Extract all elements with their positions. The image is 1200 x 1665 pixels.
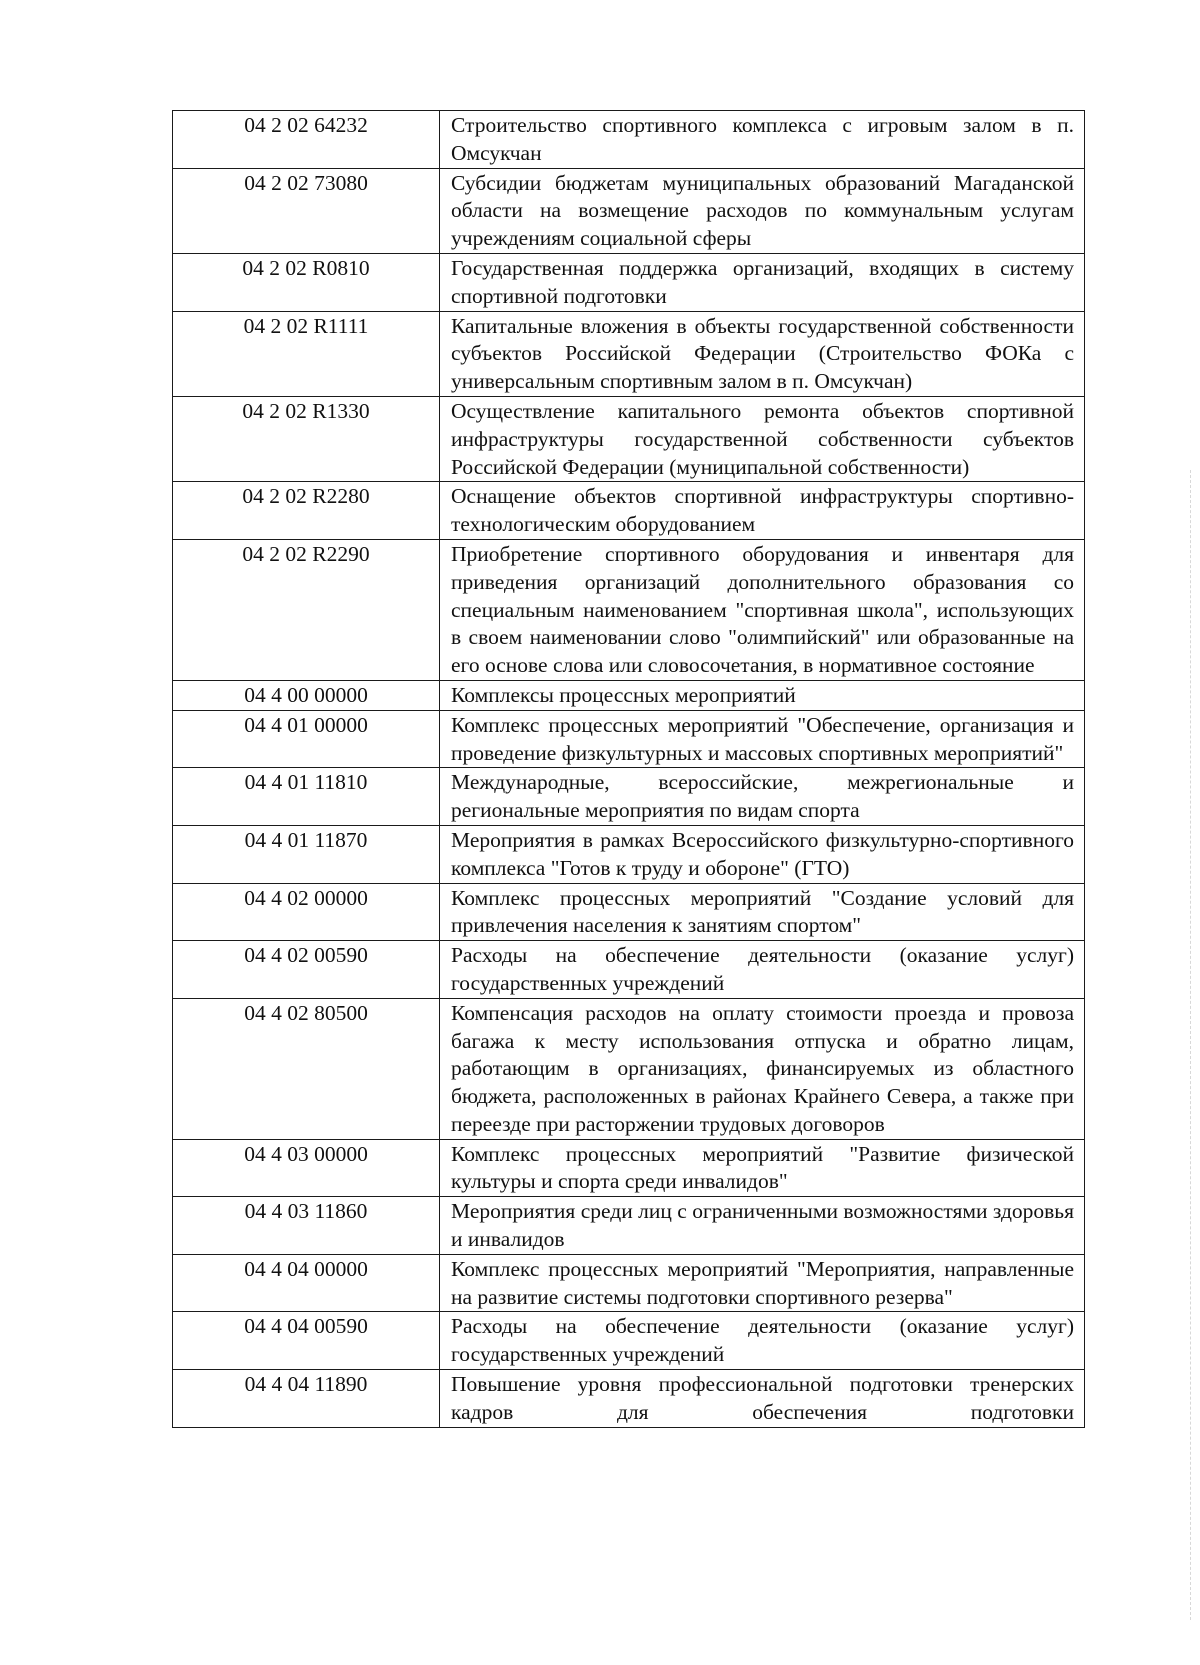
- code-cell: 04 4 01 11810: [173, 768, 440, 826]
- table-row: [173, 998, 1085, 1139]
- description-cell: Строительство спортивного комплекса с игровым залом в п. Омсукчан: [440, 111, 1085, 169]
- description-cell: Международные, всероссийские, межрегиональные и региональные мероприятия по видам спорта: [440, 768, 1085, 826]
- code-cell: 04 4 04 00590: [173, 1312, 440, 1370]
- table-row: [173, 111, 1085, 169]
- code-cell: 04 2 02 R1111: [173, 311, 440, 396]
- description-cell: Мероприятия в рамках Всероссийского физкультурно-спортивного комплекса "Готов к труду и обороне" (ГТО): [440, 825, 1085, 883]
- code-cell: 04 4 01 11870: [173, 825, 440, 883]
- code-cell: 04 4 02 00590: [173, 941, 440, 999]
- description-cell: Расходы на обеспечение деятельности (оказание услуг) государственных учреждений: [440, 941, 1085, 999]
- code-cell: 04 4 02 80500: [173, 998, 440, 1139]
- description-cell: Комплекс процессных мероприятий "Мероприятия, направленные на развитие системы подготовки спортивного резерва": [440, 1254, 1085, 1312]
- table-row: [173, 710, 1085, 768]
- table-row: [173, 1312, 1085, 1370]
- description-cell: Повышение уровня профессиональной подготовки тренерских кадров для обеспечения подготовки: [440, 1370, 1085, 1428]
- table-row: [173, 396, 1085, 481]
- code-cell: 04 2 02 64232: [173, 111, 440, 169]
- table-row: [173, 482, 1085, 540]
- description-cell: Комплекс процессных мероприятий "Обеспечение, организация и проведение физкультурных и массовых спортивных мероприятий": [440, 710, 1085, 768]
- table-row: [173, 1197, 1085, 1255]
- code-cell: 04 2 02 R2290: [173, 539, 440, 680]
- description-cell: Комплекс процессных мероприятий "Развитие физической культуры и спорта среди инвалидов": [440, 1139, 1085, 1197]
- description-cell: Государственная поддержка организаций, входящих в систему спортивной подготовки: [440, 253, 1085, 311]
- description-cell: Комплекс процессных мероприятий "Создание условий для привлечения населения к занятиям спортом": [440, 883, 1085, 941]
- table-row: [173, 168, 1085, 253]
- description-cell: Компенсация расходов на оплату стоимости проезда и провоза багажа к месту использования отпуска и обратно лицам, работающим в организациях, финансируемых из областного бюджета, расположенных в районах Крайнего Севера, а также при переезде при расторжении трудовых договоров: [440, 998, 1085, 1139]
- code-cell: 04 4 04 00000: [173, 1254, 440, 1312]
- description-cell: Субсидии бюджетам муниципальных образований Магаданской области на возмещение расходов по коммунальным услугам учреждениям социальной сферы: [440, 168, 1085, 253]
- description-cell: Осуществление капитального ремонта объектов спортивной инфраструктуры государственной собственности субъектов Российской Федерации (муниципальной собственности): [440, 396, 1085, 481]
- description-cell: Приобретение спортивного оборудования и инвентаря для приведения организаций дополнительного образования со специальным наименованием "спортивная школа", использующих в своем наименовании слово "олимпийский" или образованные на его основе слова или словосочетания, в нормативное состояние: [440, 539, 1085, 680]
- code-cell: 04 4 02 00000: [173, 883, 440, 941]
- table-row: [173, 768, 1085, 826]
- code-cell: 04 4 00 00000: [173, 680, 440, 710]
- code-cell: 04 2 02 73080: [173, 168, 440, 253]
- table-row: [173, 1254, 1085, 1312]
- description-cell: Капитальные вложения в объекты государственной собственности субъектов Российской Федерации (Строительство ФОКа с универсальным спортивным залом в п. Омсукчан): [440, 311, 1085, 396]
- description-cell: Мероприятия среди лиц с ограниченными возможностями здоровья и инвалидов: [440, 1197, 1085, 1255]
- description-cell: Комплексы процессных мероприятий: [440, 680, 1085, 710]
- table-row: [173, 941, 1085, 999]
- table-row: [173, 311, 1085, 396]
- table-row: [173, 1370, 1085, 1428]
- code-cell: 04 2 02 R0810: [173, 253, 440, 311]
- table-row: [173, 680, 1085, 710]
- table-row: [173, 253, 1085, 311]
- code-cell: 04 4 01 00000: [173, 710, 440, 768]
- code-cell: 04 4 03 11860: [173, 1197, 440, 1255]
- budget-codes-table: [172, 110, 1085, 1428]
- description-cell: Расходы на обеспечение деятельности (оказание услуг) государственных учреждений: [440, 1312, 1085, 1370]
- code-cell: 04 4 04 11890: [173, 1370, 440, 1428]
- table-row: [173, 825, 1085, 883]
- table-row: [173, 1139, 1085, 1197]
- scan-edge-line: [1190, 470, 1192, 1620]
- table-row: [173, 539, 1085, 680]
- description-cell: Оснащение объектов спортивной инфраструктуры спортивно-технологическим оборудованием: [440, 482, 1085, 540]
- code-cell: 04 2 02 R2280: [173, 482, 440, 540]
- table-row: [173, 883, 1085, 941]
- code-cell: 04 4 03 00000: [173, 1139, 440, 1197]
- code-cell: 04 2 02 R1330: [173, 396, 440, 481]
